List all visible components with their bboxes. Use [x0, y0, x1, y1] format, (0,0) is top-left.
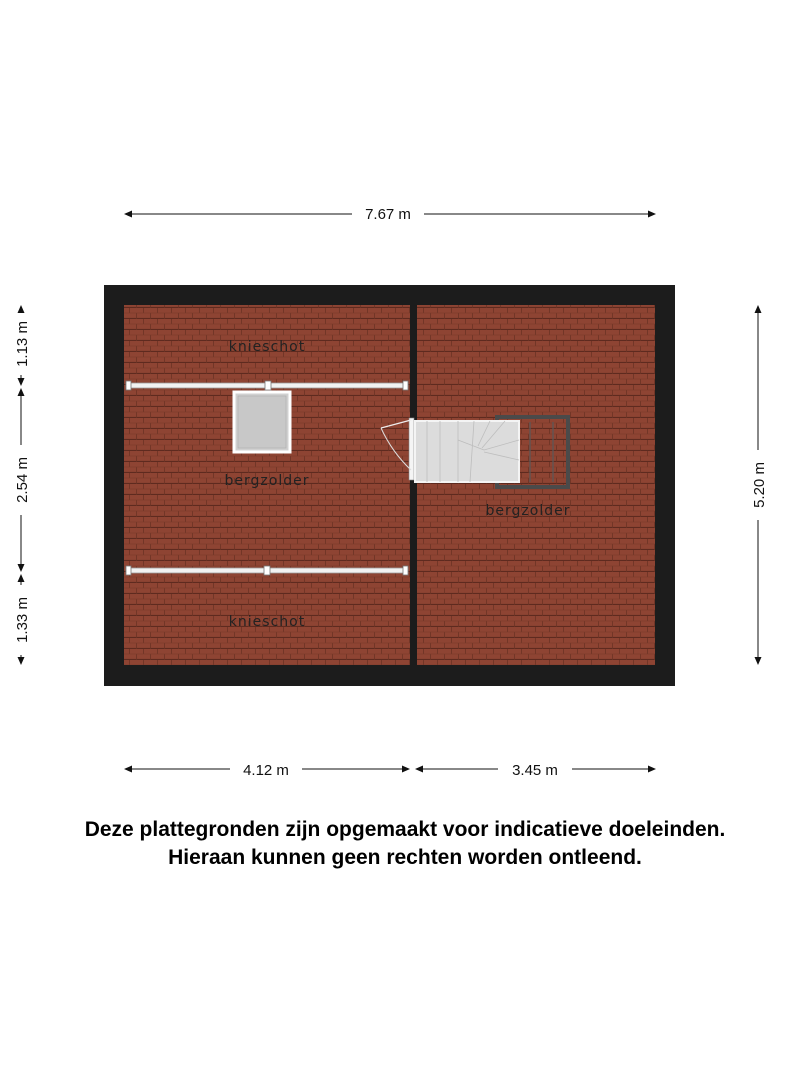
dimension-label-top-strip: 1.13 m	[14, 321, 31, 367]
dimension-label-bottom-strip: 1.33 m	[14, 597, 31, 643]
room-label-knieschot-bottom: knieschot	[228, 614, 306, 630]
dimension-label-total-height: 5.20 m	[751, 462, 768, 508]
room-label-bergzolder-right: bergzolder	[485, 503, 571, 519]
room-label-bergzolder-left: bergzolder	[224, 473, 310, 489]
dimension-label-middle-strip: 2.54 m	[14, 457, 31, 503]
disclaimer-line-1: Deze plattegronden zijn opgemaakt voor indicatieve doeleinden.	[84, 818, 726, 841]
dimension-label-left-width: 4.12 m	[243, 762, 289, 779]
disclaimer-line-2: Hieraan kunnen geen rechten worden ontleend.	[168, 846, 642, 869]
dimension-label-right-width: 3.45 m	[512, 762, 558, 779]
room-label-knieschot-top: knieschot	[228, 339, 306, 355]
dimension-label-total-width: 7.67 m	[365, 206, 411, 223]
